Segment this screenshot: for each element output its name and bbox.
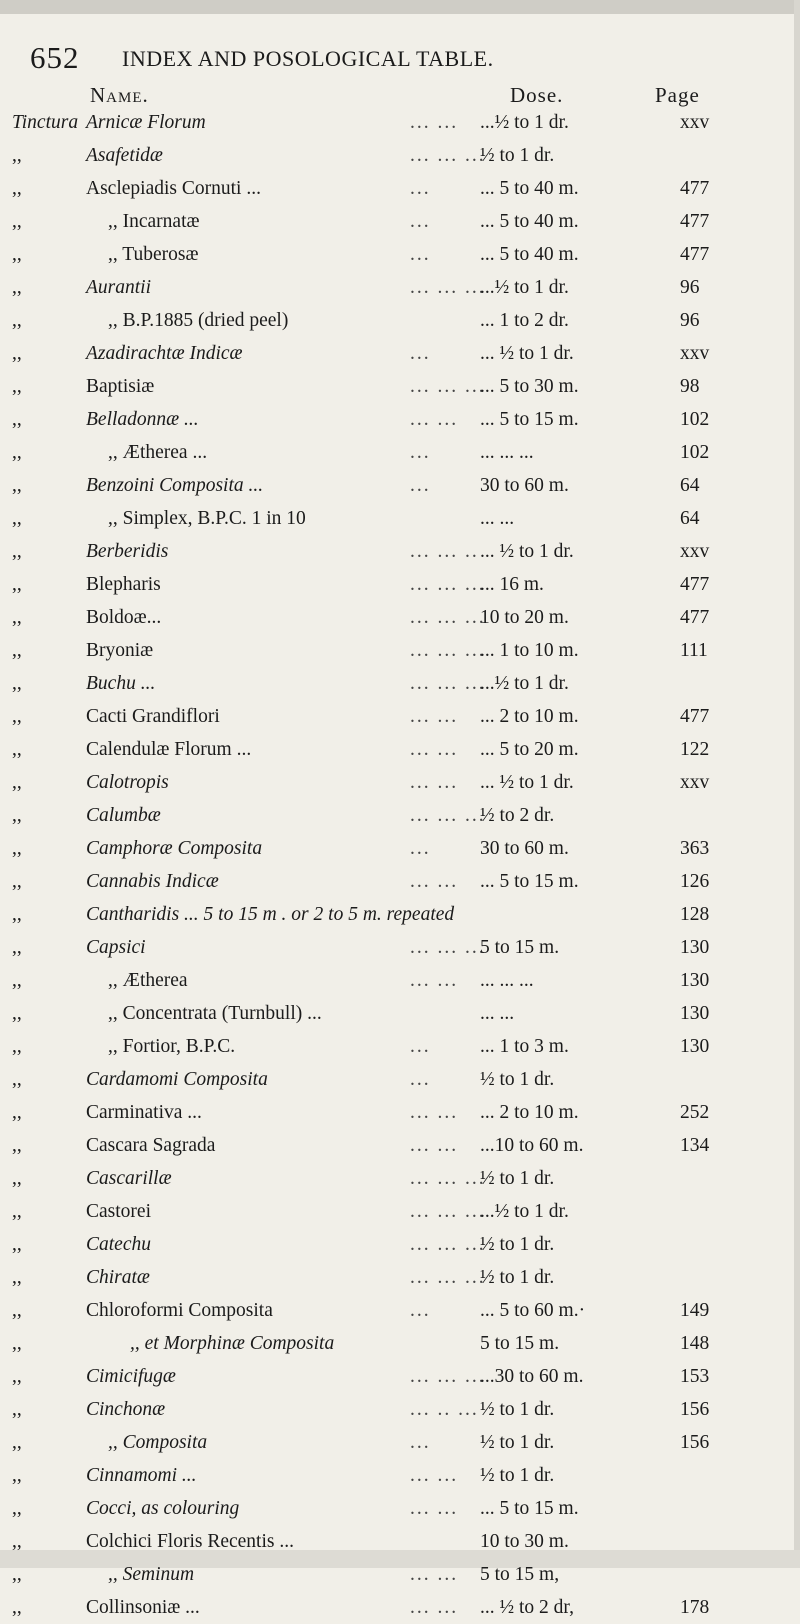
drug-name: Cacti Grandiflori xyxy=(86,706,220,727)
dose-value: ... ½ to 2 dr, xyxy=(480,1597,575,1618)
dose-value: ½ to 2 dr. xyxy=(480,805,555,826)
column-header-dose: Dose. xyxy=(510,83,564,107)
leader-dots: ... xyxy=(410,178,431,199)
dose-value: ...10 to 60 m. xyxy=(480,1135,584,1156)
row-prefix: ,, xyxy=(12,937,22,958)
table-row xyxy=(0,1327,800,1360)
row-prefix: ,, xyxy=(12,376,22,397)
table-row xyxy=(0,469,800,502)
table-row xyxy=(0,139,800,172)
page-reference: 477 xyxy=(680,574,710,595)
dose-value: ... 5 to 15 m. xyxy=(480,871,579,892)
leader-dots: ... ... xyxy=(410,706,459,727)
table-row xyxy=(0,964,800,997)
leader-dots: ... ... ... xyxy=(410,1366,486,1387)
page-reference: 149 xyxy=(680,1300,710,1321)
page-number: 652 xyxy=(30,40,80,75)
table-row xyxy=(0,1492,800,1525)
drug-name: Bryoniæ xyxy=(86,640,154,661)
row-prefix: ,, xyxy=(12,1300,22,1321)
row-prefix: ,, xyxy=(12,1597,22,1618)
page-reference: 477 xyxy=(680,244,710,265)
dose-value: ... 5 to 20 m. xyxy=(480,739,579,760)
table-row xyxy=(0,1558,800,1591)
row-prefix: ,, xyxy=(12,772,22,793)
row-prefix: ,, xyxy=(12,1003,22,1024)
leader-dots: ... ... xyxy=(410,1465,459,1486)
table-row xyxy=(0,601,800,634)
page-reference: 252 xyxy=(680,1102,710,1123)
table-row xyxy=(0,1228,800,1261)
column-header-page: Page xyxy=(655,83,700,107)
leader-dots: ... xyxy=(410,1432,431,1453)
dose-value: ... 16 m. xyxy=(480,574,544,595)
row-prefix: ,, xyxy=(12,1168,22,1189)
table-row xyxy=(0,733,800,766)
table-row xyxy=(0,502,800,535)
drug-name: Cinnamomi ... xyxy=(86,1465,197,1486)
table-row xyxy=(0,1294,800,1327)
drug-name: Benzoini Composita ... xyxy=(86,475,264,496)
dose-value: ... ... ... xyxy=(480,442,534,463)
drug-name: Cardamomi Composita xyxy=(86,1069,268,1090)
page-reference: 477 xyxy=(680,607,710,628)
row-prefix: ,, xyxy=(12,1135,22,1156)
drug-name: Buchu ... xyxy=(86,673,156,694)
drug-name: Capsici xyxy=(86,937,146,958)
dose-value: ... ½ to 1 dr. xyxy=(480,541,574,562)
row-prefix: ,, xyxy=(12,1498,22,1519)
dose-value: ... ... xyxy=(480,1003,515,1024)
drug-name: Calumbæ xyxy=(86,805,161,826)
leader-dots: ... ... ... xyxy=(410,1234,486,1255)
dose-value: ½ to 1 dr. xyxy=(480,1267,555,1288)
table-row xyxy=(0,766,800,799)
page-reference: 64 xyxy=(680,475,700,496)
dose-value: ...½ to 1 dr. xyxy=(480,1201,569,1222)
page-reference: xxv xyxy=(680,343,710,364)
drug-name: ,, Tuberosæ xyxy=(108,244,199,265)
leader-dots: ... ... xyxy=(410,1498,459,1519)
drug-name: Catechu xyxy=(86,1234,151,1255)
page-reference: 126 xyxy=(680,871,710,892)
page-reference: 130 xyxy=(680,1003,710,1024)
drug-name: Cantharidis ... 5 to 15 m . or 2 to 5 m. repeated xyxy=(86,904,455,925)
leader-dots: ... xyxy=(410,1036,431,1057)
dose-value: ... ½ to 1 dr. xyxy=(480,772,574,793)
leader-dots: ... ... ... xyxy=(410,1201,486,1222)
drug-name: Berberidis xyxy=(86,541,169,562)
table-row xyxy=(0,1459,800,1492)
row-prefix: ,, xyxy=(12,541,22,562)
row-prefix: ,, xyxy=(12,1465,22,1486)
page-reference: 128 xyxy=(680,904,710,925)
row-prefix: ,, xyxy=(12,1069,22,1090)
page-reference: 102 xyxy=(680,409,710,430)
table-row xyxy=(0,1030,800,1063)
row-prefix: ,, xyxy=(12,1267,22,1288)
drug-name: ,, Composita xyxy=(108,1432,208,1453)
page-reference: 156 xyxy=(680,1399,710,1420)
table-row xyxy=(0,403,800,436)
leader-dots: ... xyxy=(410,244,431,265)
page-reference: 130 xyxy=(680,970,710,991)
leader-dots: ... xyxy=(410,1069,431,1090)
row-prefix: ,, xyxy=(12,904,22,925)
drug-name: Blepharis xyxy=(86,574,161,595)
row-prefix: ,, xyxy=(12,1432,22,1453)
row-prefix: ,, xyxy=(12,1102,22,1123)
table-row xyxy=(0,634,800,667)
row-prefix: ,, xyxy=(12,1564,22,1585)
leader-dots: ... xyxy=(410,1300,431,1321)
row-prefix: ,, xyxy=(12,640,22,661)
dose-value: 5 to 15 m, xyxy=(480,1564,560,1585)
leader-dots: ... ... xyxy=(410,871,459,892)
dose-value: ½ to 1 dr. xyxy=(480,145,555,166)
page-reference: xxv xyxy=(680,112,710,133)
table-row xyxy=(0,997,800,1030)
row-prefix: ,, xyxy=(12,739,22,760)
row-prefix: ,, xyxy=(12,1366,22,1387)
dose-value: ½ to 1 dr. xyxy=(480,1234,555,1255)
drug-name: Cannabis Indicæ xyxy=(86,871,219,892)
drug-name: Cocci, as colouring xyxy=(86,1498,240,1519)
table-row xyxy=(0,271,800,304)
row-prefix: ,, xyxy=(12,310,22,331)
table-row xyxy=(0,535,800,568)
row-prefix: ,, xyxy=(12,145,22,166)
drug-name: Arnicæ Florum xyxy=(86,112,206,133)
table-row xyxy=(0,931,800,964)
row-prefix: ,, xyxy=(12,1036,22,1057)
drug-name: ,, Ætherea xyxy=(108,970,188,991)
dose-value: 5 to 15 m. xyxy=(480,1333,560,1354)
table-row xyxy=(0,1591,800,1624)
dose-value: 10 to 20 m. xyxy=(480,607,569,628)
dose-value: ...½ to 1 dr. xyxy=(480,277,569,298)
drug-name: Baptisiæ xyxy=(86,376,155,397)
leader-dots: ... ... ... xyxy=(410,607,486,628)
dose-value: ... 5 to 40 m. xyxy=(480,244,579,265)
row-prefix: ,, xyxy=(12,838,22,859)
row-prefix: ,, xyxy=(12,805,22,826)
table-row xyxy=(0,667,800,700)
page-reference: 98 xyxy=(680,376,700,397)
table-row xyxy=(0,337,800,370)
table-row xyxy=(0,832,800,865)
leader-dots: ... ... xyxy=(410,739,459,760)
page-reference: 134 xyxy=(680,1135,710,1156)
dose-value: ½ to 1 dr. xyxy=(480,1069,555,1090)
row-prefix: ,, xyxy=(12,673,22,694)
drug-name: ,, Fortior, B.P.C. xyxy=(108,1036,236,1057)
dose-value: ... 5 to 40 m. xyxy=(480,211,579,232)
row-prefix: ,, xyxy=(12,1201,22,1222)
leader-dots: ... ... xyxy=(410,409,459,430)
dose-value: ... 1 to 10 m. xyxy=(480,640,579,661)
dose-value: ...½ to 1 dr. xyxy=(480,673,569,694)
drug-name: Asafetidæ xyxy=(86,145,163,166)
page-reference: 122 xyxy=(680,739,710,760)
table-row xyxy=(0,172,800,205)
drug-name: Calendulæ Florum ... xyxy=(86,739,252,760)
row-prefix: ,, xyxy=(12,1531,22,1552)
row-prefix: ,, xyxy=(12,706,22,727)
drug-name: ,, et Morphinæ Composita xyxy=(130,1333,335,1354)
table-row xyxy=(0,238,800,271)
row-prefix: ,, xyxy=(12,1333,22,1354)
dose-value: ... 1 to 2 dr. xyxy=(480,310,569,331)
leader-dots: ... xyxy=(410,442,431,463)
row-prefix: ,, xyxy=(12,211,22,232)
leader-dots: ... ... ... xyxy=(410,640,486,661)
page-reference: 148 xyxy=(680,1333,710,1354)
leader-dots: ... ... ... xyxy=(410,277,486,298)
dose-value: ... 2 to 10 m. xyxy=(480,1102,579,1123)
table-row xyxy=(0,799,800,832)
page-reference: xxv xyxy=(680,772,710,793)
leader-dots: ... ... xyxy=(410,970,459,991)
drug-name: Camphoræ Composita xyxy=(86,838,263,859)
page-reference: 96 xyxy=(680,277,700,298)
drug-name: Cimicifugæ xyxy=(86,1366,176,1387)
dose-value: 30 to 60 m. xyxy=(480,838,569,859)
row-prefix: ,, xyxy=(12,343,22,364)
table-row xyxy=(0,106,800,139)
leader-dots: ... ... xyxy=(410,1135,459,1156)
table-row xyxy=(0,1525,800,1558)
leader-dots: ... ... ... xyxy=(410,805,486,826)
row-prefix: ,, xyxy=(12,1234,22,1255)
page-reference: 477 xyxy=(680,211,710,232)
drug-name: Asclepiadis Cornuti ... xyxy=(86,178,261,199)
leader-dots: ... xyxy=(410,211,431,232)
page-reference: 153 xyxy=(680,1366,710,1387)
leader-dots: ... ... ... xyxy=(410,673,486,694)
table-row xyxy=(0,898,800,931)
leader-dots: ... xyxy=(410,343,431,364)
dose-value: ... 5 to 30 m. xyxy=(480,376,579,397)
leader-dots: ... ... ... xyxy=(410,145,486,166)
page-reference: 64 xyxy=(680,508,700,529)
column-header-name: Name. xyxy=(90,83,149,107)
leader-dots: ... ... xyxy=(410,772,459,793)
dose-value: 10 to 30 m. xyxy=(480,1531,569,1552)
drug-name: Chiratæ xyxy=(86,1267,150,1288)
row-prefix: Tinctura xyxy=(12,112,79,133)
page-title: INDEX AND POSOLOGICAL TABLE. xyxy=(122,46,494,71)
drug-name: Calotropis xyxy=(86,772,169,793)
table-row xyxy=(0,1096,800,1129)
drug-name: Cascarillæ xyxy=(86,1168,172,1189)
leader-dots: ... ... ... xyxy=(410,376,486,397)
drug-name: Carminativa ... xyxy=(86,1102,202,1123)
dose-value: ... 2 to 10 m. xyxy=(480,706,579,727)
leader-dots: ... ... .. xyxy=(410,541,479,562)
drug-name: ,, B.P.1885 (dried peel) xyxy=(108,310,289,331)
page-reference: 96 xyxy=(680,310,700,331)
drug-name: Cascara Sagrada xyxy=(86,1135,216,1156)
dose-value: ½ to 1 dr. xyxy=(480,1432,555,1453)
leader-dots: ... ... ... xyxy=(410,1168,486,1189)
row-prefix: ,, xyxy=(12,244,22,265)
page-reference: 130 xyxy=(680,937,710,958)
drug-name: ,, Ætherea ... xyxy=(108,442,208,463)
page-reference: 477 xyxy=(680,706,710,727)
table-row xyxy=(0,1162,800,1195)
leader-dots: ... xyxy=(410,838,431,859)
table-row xyxy=(0,304,800,337)
dose-value: ... 1 to 3 m. xyxy=(480,1036,569,1057)
dose-value: ... ... ... xyxy=(480,970,534,991)
leader-dots: ... .. ... xyxy=(410,1399,479,1420)
table-row xyxy=(0,1195,800,1228)
leader-dots: ... ... xyxy=(410,1102,459,1123)
table-row xyxy=(0,436,800,469)
drug-name: Colchici Floris Recentis ... xyxy=(86,1531,294,1552)
dose-value: ½ to 1 dr. xyxy=(480,1399,555,1420)
table-row xyxy=(0,205,800,238)
table-row xyxy=(0,1261,800,1294)
row-prefix: ,, xyxy=(12,970,22,991)
page-reference: 102 xyxy=(680,442,710,463)
leader-dots: ... ... xyxy=(410,112,459,133)
row-prefix: ,, xyxy=(12,607,22,628)
page-reference: 130 xyxy=(680,1036,710,1057)
drug-name: Cinchonæ xyxy=(86,1399,166,1420)
dose-value: ... 5 to 40 m. xyxy=(480,178,579,199)
drug-name: Azadirachtæ Indicæ xyxy=(86,343,243,364)
table-row xyxy=(0,1360,800,1393)
dose-value: ... ... xyxy=(480,508,515,529)
table-row xyxy=(0,865,800,898)
dose-value: ½ to 1 dr. xyxy=(480,1168,555,1189)
row-prefix: ,, xyxy=(12,475,22,496)
drug-name: Belladonnæ ... xyxy=(86,409,199,430)
leader-dots: ... ... xyxy=(410,1597,459,1618)
page-reference: 111 xyxy=(680,640,708,661)
table-row xyxy=(0,1426,800,1459)
row-prefix: ,, xyxy=(12,574,22,595)
drug-name: Aurantii xyxy=(86,277,152,298)
page-reference: xxv xyxy=(680,541,710,562)
row-prefix: ,, xyxy=(12,1399,22,1420)
dose-value: 5 to 15 m. xyxy=(480,937,560,958)
row-prefix: ,, xyxy=(12,508,22,529)
dose-value: 30 to 60 m. xyxy=(480,475,569,496)
row-prefix: ,, xyxy=(12,178,22,199)
page-reference: 178 xyxy=(680,1597,710,1618)
index-table xyxy=(0,106,800,1624)
dose-value: ... 5 to 60 m.· xyxy=(480,1300,586,1321)
dose-value: ... 5 to 15 m. xyxy=(480,1498,579,1519)
row-prefix: ,, xyxy=(12,871,22,892)
table-row xyxy=(0,1129,800,1162)
drug-name: ,, Concentrata (Turnbull) ... xyxy=(108,1003,322,1024)
row-prefix: ,, xyxy=(12,409,22,430)
dose-value: ...½ to 1 dr. xyxy=(480,112,569,133)
drug-name: Collinsoniæ ... xyxy=(86,1597,200,1618)
dose-value: ... ½ to 1 dr. xyxy=(480,343,574,364)
page-reference: 363 xyxy=(680,838,710,859)
table-row xyxy=(0,568,800,601)
leader-dots: ... ... ... xyxy=(410,937,486,958)
top-edge xyxy=(0,0,800,14)
table-row xyxy=(0,1063,800,1096)
leader-dots: ... xyxy=(410,475,431,496)
drug-name: ,, Simplex, B.P.C. 1 in 10 xyxy=(108,508,306,529)
table-row xyxy=(0,1393,800,1426)
page-reference: 156 xyxy=(680,1432,710,1453)
table-row xyxy=(0,700,800,733)
drug-name: ,, Incarnatæ xyxy=(108,211,200,232)
drug-name: Chloroformi Composita xyxy=(86,1300,273,1321)
drug-name: ,, Seminum xyxy=(108,1564,195,1585)
leader-dots: ... ... ... xyxy=(410,1267,486,1288)
leader-dots: ... ... xyxy=(410,1564,459,1585)
leader-dots: ... ... ... xyxy=(410,574,486,595)
page-reference: 477 xyxy=(680,178,710,199)
dose-value: ...30 to 60 m. xyxy=(480,1366,584,1387)
dose-value: ... 5 to 15 m. xyxy=(480,409,579,430)
table-row xyxy=(0,370,800,403)
drug-name: Boldoæ... xyxy=(86,607,162,628)
dose-value: ½ to 1 dr. xyxy=(480,1465,555,1486)
row-prefix: ,, xyxy=(12,442,22,463)
drug-name: Castorei xyxy=(86,1201,151,1222)
row-prefix: ,, xyxy=(12,277,22,298)
